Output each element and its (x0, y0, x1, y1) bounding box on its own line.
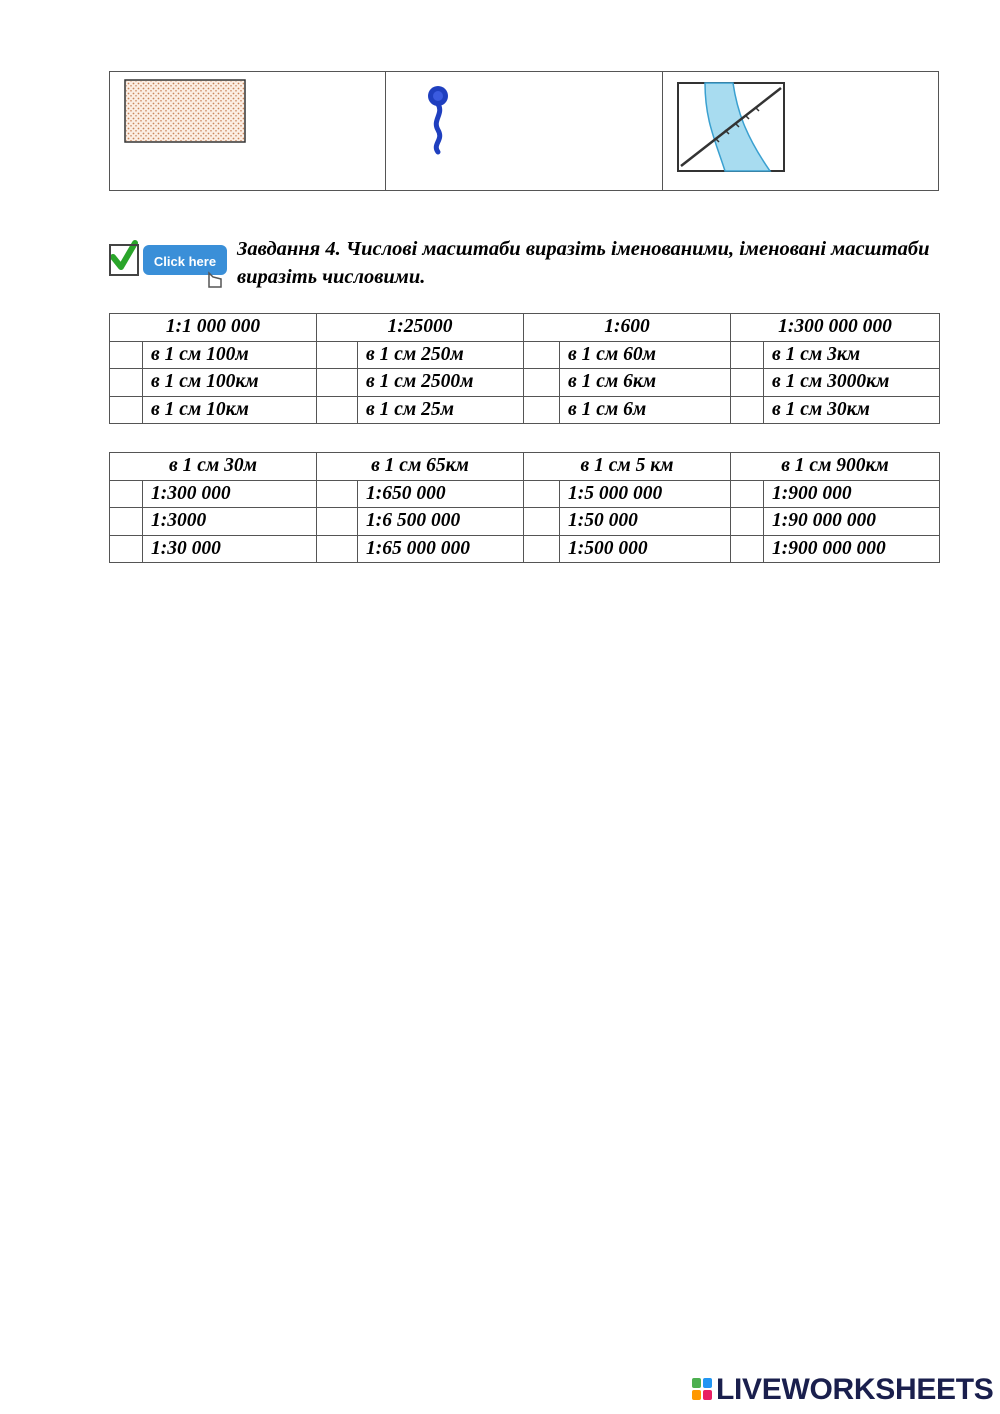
ford-symbol-cell (662, 72, 938, 191)
named-to-numeric-table (109, 452, 940, 563)
answer-checkbox[interactable] (110, 369, 143, 397)
ford-symbol (675, 80, 795, 180)
answer-checkbox[interactable] (110, 535, 143, 563)
answer-checkbox[interactable] (731, 508, 764, 536)
answer-checkbox[interactable] (110, 341, 143, 369)
answer-checkbox[interactable] (317, 480, 358, 508)
answer-checkbox[interactable] (317, 341, 358, 369)
answer-option: в 1 см 100м (143, 341, 317, 369)
answer-option: 1:300 000 (143, 480, 317, 508)
answer-checkbox[interactable] (317, 369, 358, 397)
answer-option: в 1 см 250м (358, 341, 524, 369)
answer-checkbox[interactable] (731, 480, 764, 508)
answer-option: 1:6 500 000 (358, 508, 524, 536)
answer-checkbox[interactable] (524, 535, 560, 563)
answer-option: в 1 см 6м (560, 396, 731, 424)
answer-option: в 1 см 6км (560, 369, 731, 397)
table-row (110, 396, 940, 424)
logo-blocks-icon (692, 1378, 714, 1402)
answer-option: в 1 см 100км (143, 369, 317, 397)
answer-checkbox[interactable] (524, 396, 560, 424)
answer-option: в 1 см 3000км (764, 369, 940, 397)
table2-header-1: в 1 см 30м (110, 453, 317, 481)
answer-option: в 1 см 25м (358, 396, 524, 424)
answer-option: 1:50 000 (560, 508, 731, 536)
task-title: Завдання 4. Числові масштаби виразіть іменованими, іменовані масштаби виразіть числовими. (237, 238, 930, 288)
answer-option: 1:3000 (143, 508, 317, 536)
table2-header-4: в 1 см 900км (731, 453, 940, 481)
answer-option: 1:500 000 (560, 535, 731, 563)
answer-option: 1:30 000 (143, 535, 317, 563)
table-row (110, 341, 940, 369)
spring-symbol (416, 80, 476, 170)
answer-checkbox[interactable] (524, 369, 560, 397)
answer-option: в 1 см 3км (764, 341, 940, 369)
liveworksheets-logo (692, 1372, 992, 1408)
pointer-hand-icon (209, 273, 221, 287)
answer-option: в 1 см 30км (764, 396, 940, 424)
table-row (110, 480, 940, 508)
numeric-to-named-table (109, 313, 940, 424)
answer-checkbox[interactable] (110, 480, 143, 508)
answer-checkbox[interactable] (731, 396, 764, 424)
answer-checkbox[interactable] (317, 508, 358, 536)
answer-checkbox[interactable] (524, 480, 560, 508)
answer-option: 1:65 000 000 (358, 535, 524, 563)
logo-text: LIVEWORKSHEETS (716, 1373, 994, 1406)
sand-symbol-cell (110, 72, 386, 191)
answer-checkbox[interactable] (317, 396, 358, 424)
table1-header-4: 1:300 000 000 (731, 314, 940, 342)
answer-option: 1:650 000 (358, 480, 524, 508)
click-here-label: Click here (153, 254, 217, 269)
answer-checkbox[interactable] (524, 508, 560, 536)
answer-checkbox[interactable] (110, 396, 143, 424)
table1-header-1: 1:1 000 000 (110, 314, 317, 342)
answer-checkbox[interactable] (731, 369, 764, 397)
map-symbols-table (109, 71, 939, 191)
answer-checkbox[interactable] (731, 341, 764, 369)
answer-option: 1:900 000 (764, 480, 940, 508)
table-row (110, 508, 940, 536)
spring-symbol-cell (386, 72, 662, 191)
answer-checkbox[interactable] (524, 341, 560, 369)
answer-option: в 1 см 60м (560, 341, 731, 369)
table1-header-2: 1:25000 (317, 314, 524, 342)
answer-option: в 1 см 10км (143, 396, 317, 424)
answer-option: в 1 см 2500м (358, 369, 524, 397)
answer-option: 1:5 000 000 (560, 480, 731, 508)
table2-header-2: в 1 см 65км (317, 453, 524, 481)
click-here-button[interactable] (109, 235, 233, 291)
answer-checkbox[interactable] (731, 535, 764, 563)
sand-symbol (122, 77, 252, 157)
answer-checkbox[interactable] (110, 508, 143, 536)
answer-option: 1:90 000 000 (764, 508, 940, 536)
answer-option: 1:900 000 000 (764, 535, 940, 563)
answer-checkbox[interactable] (317, 535, 358, 563)
table-row (110, 535, 940, 563)
table2-header-3: в 1 см 5 км (524, 453, 731, 481)
table1-header-3: 1:600 (524, 314, 731, 342)
task-heading (109, 235, 939, 295)
table-row (110, 369, 940, 397)
